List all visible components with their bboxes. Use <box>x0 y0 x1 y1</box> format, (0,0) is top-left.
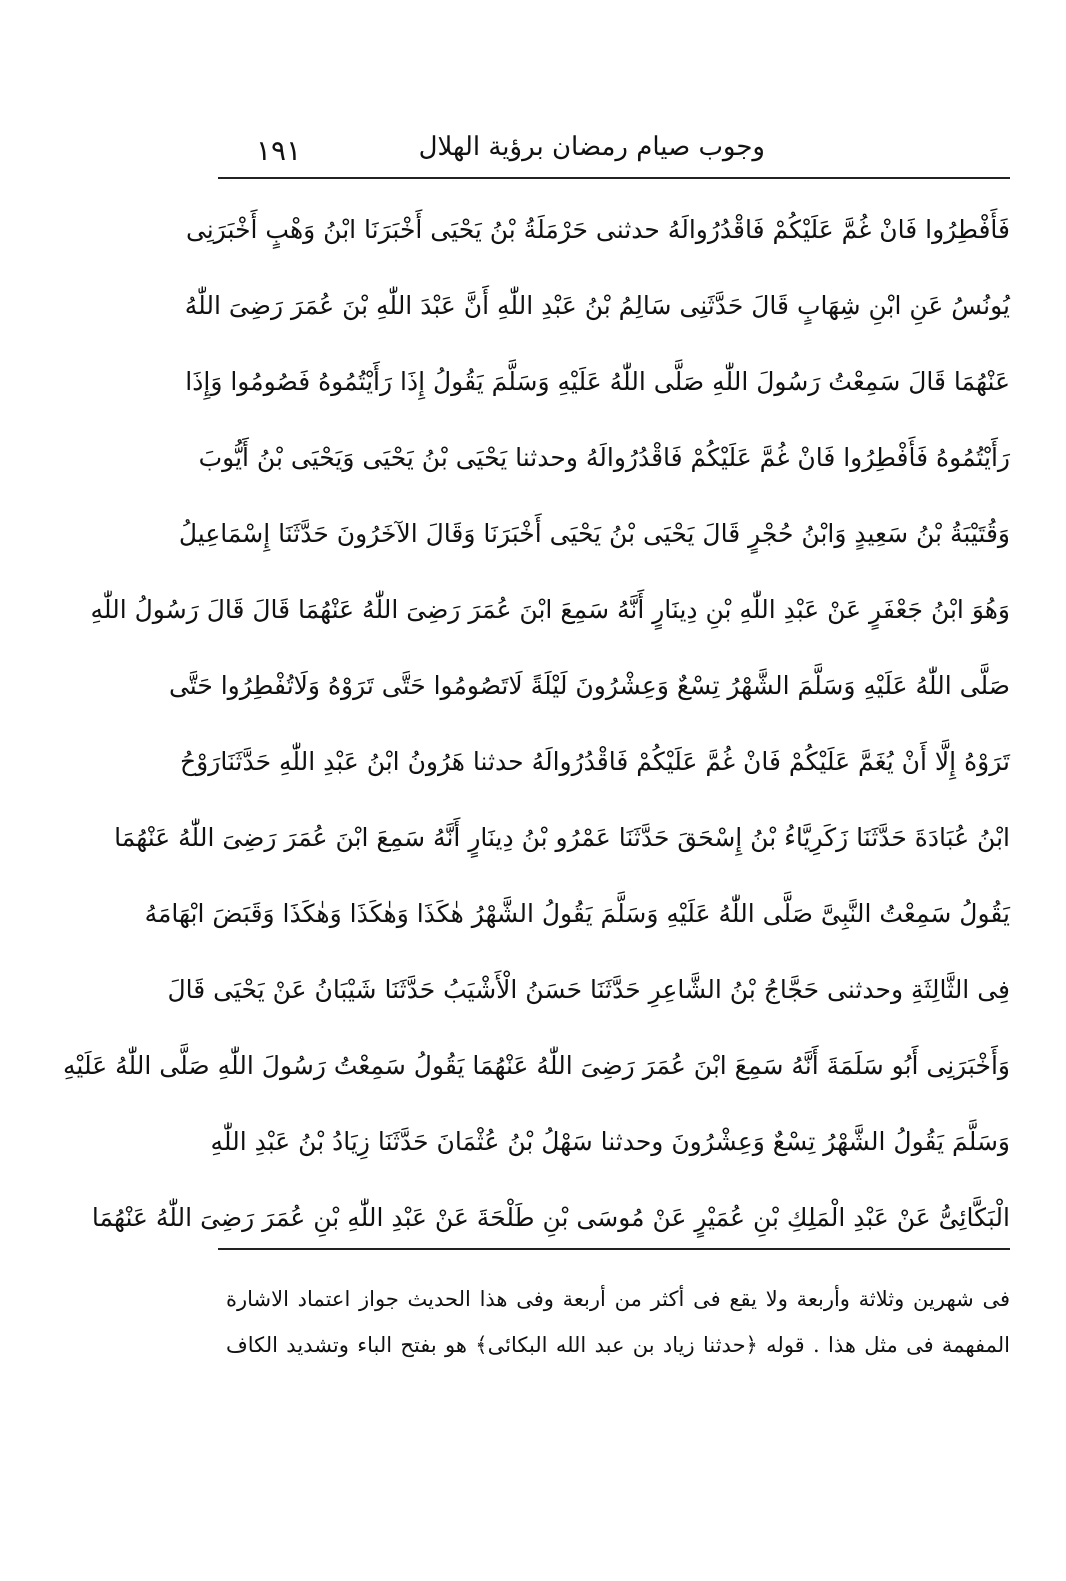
commentary-footnotes <box>226 1276 1010 1368</box>
text-line: يُونُسُ عَنِ ابْنِ شِهَابٍ قَالَ حَدَّثَنِى سَالِمُ بْنُ عَبْدِ اللّٰهِ أَنَّ عَبْدَ اللّٰهِ بْنَ عُمَرَ رَضِىَ اللّٰهُ <box>184 291 1010 320</box>
text-line: فِى الثَّالِثَةِ وحدثنى حَجَّاجُ بْنُ الشَّاعِرِ حَدَّثَنَا حَسَنُ الْأَشْيَبُ حَدَّثَنَا شَيْبَانُ عَنْ يَحْيَى قَالَ <box>167 975 1010 1004</box>
text-line: رَأَيْتُمُوهُ فَأَفْطِرُوا فَانْ غُمَّ عَلَيْكُمْ فَاقْدُرُوالَهُ وحدثنا يَحْيَى بْنُ يَحْيَى وَيَحْيَى بْنُ أَيُّوبَ <box>198 443 1010 472</box>
text-line: الْبَكَّائِىُّ عَنْ عَبْدِ الْمَلِكِ بْنِ عُمَيْرٍ عَنْ مُوسَى بْنِ طَلْحَةَ عَنْ عَبْدِ اللّٰهِ بْنِ عُمَرَ رَضِىَ اللّٰهُ عَنْهُمَا <box>91 1203 1010 1232</box>
header-rule <box>218 177 1010 179</box>
running-title: وجوب صيام رمضان برؤية الهلال <box>418 132 765 162</box>
text-line: وَأَخْبَرَنِى أَبُو سَلَمَةَ أَنَّهُ سَمِعَ ابْنَ عُمَرَ رَضِىَ اللّٰهُ عَنْهُمَا يَقُولُ سَمِعْتُ رَسُولَ اللّٰهِ صَلَّى اللّٰهُ عَلَيْهِ <box>63 1051 1010 1080</box>
text-line: فَأَفْطِرُوا فَانْ غُمَّ عَلَيْكُمْ فَاقْدُرُوالَهُ حدثنى حَرْمَلَةُ بْنُ يَحْيَى أَخْبَرَنَا ابْنُ وَهْبٍ أَخْبَرَنِى <box>185 215 1010 244</box>
text-line: ابْنُ عُبَادَةَ حَدَّثَنَا زَكَرِيَّاءُ بْنُ إِسْحَقَ حَدَّثَنَا عَمْرُو بْنُ دِينَارٍ أَنَّهُ سَمِعَ ابْنَ عُمَرَ رَضِىَ اللّٰهُ عَنْهُمَا <box>114 823 1010 852</box>
footnote-line: فى شهرين وثلاثة وأربعة ولا يقع فى أكثر من أربعة وفى هذا الحديث جواز اعتماد الاشارة <box>226 1287 1010 1311</box>
text-line: تَرَوْهُ إِلَّا أَنْ يُغَمَّ عَلَيْكُمْ فَانْ غُمَّ عَلَيْكُمْ فَاقْدُرُوالَهُ حدثنا هَرُونُ ابْنُ عَبْدِ اللّٰهِ حَدَّثَنَارَوْحُ <box>180 747 1010 776</box>
hadith-text <box>63 192 1010 1256</box>
text-line: وَهُوَ ابْنُ جَعْفَرٍ عَنْ عَبْدِ اللّٰهِ بْنِ دِينَارٍ أَنَّهُ سَمِعَ ابْنَ عُمَرَ رَضِىَ اللّٰهُ عَنْهُمَا قَالَ قَالَ رَسُولُ اللّٰهِ <box>90 595 1010 624</box>
footnote-line: المفهمة فى مثل هذا . قوله ﴿حدثنا زياد بن عبد الله البكائى﴾ هو بفتح الباء وتشديد الكاف <box>226 1333 1010 1357</box>
text-line: يَقُولُ سَمِعْتُ النَّبِىَّ صَلَّى اللّٰهُ عَلَيْهِ وَسَلَّمَ يَقُولُ الشَّهْرُ هٰكَذَا وَهٰكَذَا وَهٰكَذَا وَقَبَضَ ابْهَامَهُ <box>144 899 1010 928</box>
text-line: صَلَّى اللّٰهُ عَلَيْهِ وَسَلَّمَ الشَّهْرُ تِسْعٌ وَعِشْرُونَ لَيْلَةً لَاتَصُومُوا حَتَّى تَرَوْهُ وَلَاتُفْطِرُوا حَتَّى <box>168 671 1010 700</box>
text-line: عَنْهُمَا قَالَ سَمِعْتُ رَسُولَ اللّٰهِ صَلَّى اللّٰهُ عَلَيْهِ وَسَلَّمَ يَقُولُ إِذَا رَأَيْتُمُوهُ فَصُومُوا وَإِذَا <box>185 367 1010 396</box>
page-number: ١٩١ <box>256 134 302 167</box>
page-header <box>218 128 1010 172</box>
text-line: وَسَلَّمَ يَقُولُ الشَّهْرُ تِسْعٌ وَعِشْرُونَ وحدثنا سَهْلُ بْنُ عُثْمَانَ حَدَّثَنَا زِيَادُ بْنُ عَبْدِ اللّٰهِ <box>210 1127 1010 1156</box>
footnote-rule <box>218 1248 1010 1250</box>
text-line: وَقُتَيْبَةُ بْنُ سَعِيدٍ وَابْنُ حُجْرٍ قَالَ يَحْيَى بْنُ يَحْيَى أَخْبَرَنَا وَقَالَ الآخَرُونَ حَدَّثَنَا إِسْمَاعِيلُ <box>178 519 1010 548</box>
